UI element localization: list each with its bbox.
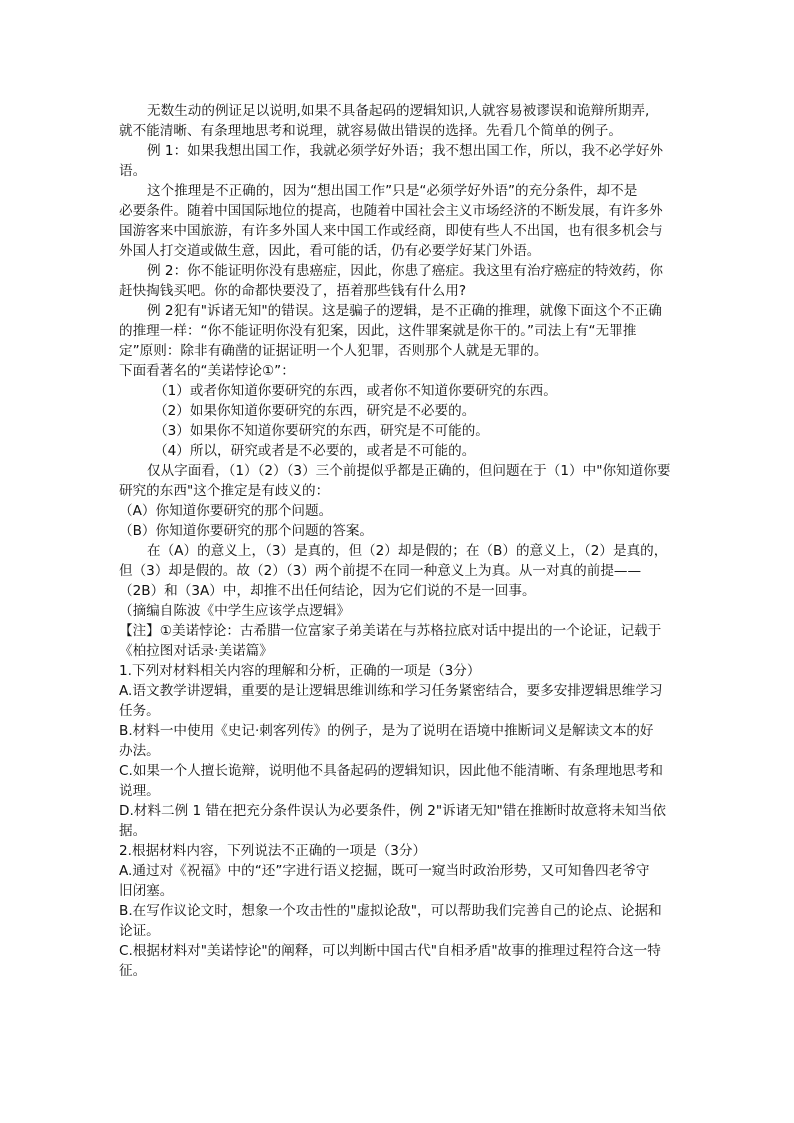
text-line: 据。 <box>119 823 147 839</box>
text-line: 论证。 <box>119 923 160 939</box>
text-line: （4）所以，研究或者是不必要的，或者是不可能的。 <box>154 443 476 459</box>
text-line: （2B）和（3A）中，却推不出任何结论，因为它们说的不是一回事。 <box>119 583 536 599</box>
text-line: 赶快掏钱买吧。你的命都快要没了，捂着那些钱有什么用? <box>119 283 467 299</box>
text-line: 【注】①美诺悖论：古希腊一位富家子弟美诺在与苏格拉底对话中提出的一个论证，记载于 <box>119 623 662 639</box>
text-line: 说理。 <box>119 783 160 799</box>
text-line: （摘编自陈波《中学生应该学点逻辑》 <box>119 603 351 619</box>
text-line: B.材料一中使用《史记·刺客列传》的例子，是为了说明在语境中推断词义是解读文本的好 <box>119 723 654 739</box>
text-line: 仅从字面看，（1）（2）（3）三个前提似乎都是正确的，但问题在于（1）中"你知道你要 <box>147 463 671 479</box>
text-line: 例 1：如果我想出国工作，我就必须学好外语；我不想出国工作，所以，我不必学好外 <box>147 143 663 159</box>
text-line: 无数生动的例证足以说明,如果不具备起码的逻辑知识,人就容易被谬误和诡辩所期弄, <box>147 103 650 119</box>
text-line: 必要条件。随着中国国际地位的提高，也随着中国社会主义市场经济的不断发展，有许多外 <box>119 203 663 219</box>
text-line: 国游客来中国旅游，有许多外国人来中国工作或经商，即使有些人不出国，也有很多机会与 <box>119 223 663 239</box>
text-line: （1）或者你知道你要研究的东西，或者你不知道你要研究的东西。 <box>154 383 557 399</box>
text-line: （2）如果你知道你要研究的东西，研究是不必要的。 <box>154 403 476 419</box>
text-line: D.材料二例 1 错在把充分条件误认为必要条件，例 2"诉诸无知"错在推断时故意将未知当依 <box>119 803 666 819</box>
text-line: 就不能清晰、有条理地思考和说理，就容易做出错误的选择。先看几个简单的例子。 <box>119 123 622 139</box>
text-line: A.通过对《祝福》中的“还”字进行语义挖掘，既可一窥当时政治形势，又可知鲁四老爷守 <box>119 863 650 879</box>
text-line: 旧闭塞。 <box>119 883 174 899</box>
text-line: 办法。 <box>119 743 160 759</box>
text-line: 在（A）的意义上，（3）是真的，但（2）却是假的；在（B）的意义上，（2）是真的， <box>147 543 668 559</box>
text-line: 2.根据材料内容，下列说法不正确的一项是（3分） <box>119 843 427 859</box>
text-line: 研究的东西"这个推定是有歧义的： <box>119 483 330 499</box>
text-line: （A）你知道你要研究的那个问题。 <box>119 503 333 519</box>
text-line: 但（3）却是假的。故（2）（3）两个前提不在同一种意义上为真。从一对真的前提—— <box>119 563 642 579</box>
text-line: 定”原则：除非有确凿的证据证明一个人犯罪，否则那个人就是无罪的。 <box>119 343 548 359</box>
text-line: 任务。 <box>119 703 160 719</box>
text-line: 1.下列对材料相关内容的理解和分析，正确的一项是（3分） <box>119 663 481 679</box>
text-line: 外国人打交道或做生意，因此，看可能的话，仍有必要学好某门外语。 <box>119 243 541 259</box>
text-line: 的推理一样：“你不能证明你没有犯案，因此，这件罪案就是你干的。”司法上有“无罪推 <box>119 323 637 339</box>
text-line: 例 2：你不能证明你没有患癌症，因此，你患了癌症。我这里有治疗癌症的特效药，你 <box>147 263 663 279</box>
text-line: C.如果一个人擅长诡辩，说明他不具备起码的逻辑知识，因此他不能清晰、有条理地思考和 <box>119 763 663 779</box>
text-line: 这个推理是不正确的，因为“想出国工作”只是“必须学好外语”的充分条件，却不是 <box>147 183 638 199</box>
text-line: 语。 <box>119 163 147 179</box>
text-line: A.语文教学讲逻辑，重要的是让逻辑思维训练和学习任务紧密结合，要多安排逻辑思维学习 <box>119 683 663 699</box>
text-line: （B）你知道你要研究的那个问题的答案。 <box>119 523 374 539</box>
text-line: （3）如果你不知道你要研究的东西，研究是不可能的。 <box>154 423 489 439</box>
text-line: 《柏拉图对话录·美诺篇》 <box>119 643 273 659</box>
text-line: B.在写作议论文时，想象一个攻击性的"虚拟论敌"，可以帮助我们完善自己的论点、论据和 <box>119 903 662 919</box>
text-line: 下面看著名的“美诺悖论①”： <box>119 363 295 379</box>
text-line: 征。 <box>119 963 147 979</box>
text-line: 例 2犯有"诉诸无知"的错误。这是骗子的逻辑，是不正确的推理，就像下面这个不正确 <box>147 303 662 319</box>
text-line: C.根据材料对"美诺悖论"的阐释，可以判断中国古代"自相矛盾"故事的推理过程符合这一特 <box>119 943 661 959</box>
